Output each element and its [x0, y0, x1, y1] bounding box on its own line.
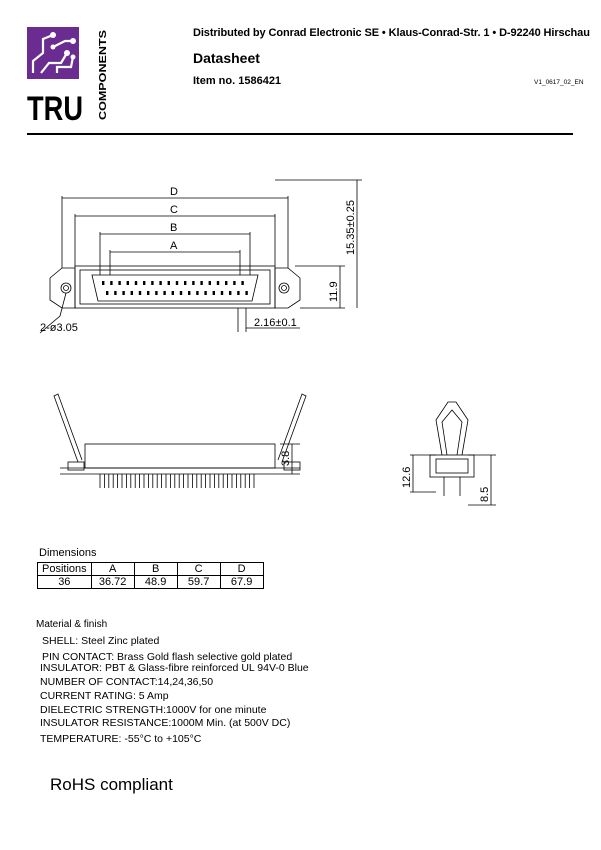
dim-label-a: A — [170, 240, 178, 252]
table-cell: 48.9 — [134, 576, 177, 589]
logo-brand-text: TRU — [27, 90, 83, 123]
contact-pin — [192, 281, 194, 285]
rohs-label: RoHS compliant — [50, 775, 173, 794]
contact-pin — [147, 291, 149, 295]
dim-label-end-height1: 12.6 — [401, 466, 413, 488]
spec-dielectric-strength: DIELECTRIC STRENGTH:1000V for one minute — [40, 704, 267, 716]
contact-pin — [102, 281, 104, 285]
table-header-cell: Positions — [38, 563, 92, 576]
dim-label-height-total: 15.35±0.25 — [345, 200, 357, 255]
contact-pin — [110, 281, 112, 285]
table-cell: 67.9 — [220, 576, 263, 589]
spec-pin-contact: PIN CONTACT: Brass Gold flash selective gold plated — [42, 651, 293, 663]
contact-pin — [172, 291, 174, 295]
dim-label-d: D — [170, 186, 178, 198]
dim-label-height-body: 11.9 — [328, 281, 340, 302]
item-number: Item no. 1586421 — [193, 75, 282, 87]
page-title: Datasheet — [193, 50, 260, 66]
table-header-cell: D — [220, 563, 263, 576]
contact-pin — [114, 291, 116, 295]
dim-label-end-height2: 8.5 — [479, 486, 491, 502]
dim-label-holes: 2-ø3.05 — [40, 322, 78, 334]
tru-components-logo — [27, 27, 111, 123]
material-title: Material & finish — [36, 619, 108, 630]
contact-pin — [180, 291, 182, 295]
table-cell: 36.72 — [91, 576, 134, 589]
contact-pin — [229, 291, 231, 295]
dim-label-c: C — [170, 204, 178, 216]
dim-label-side-height: 3.8 — [280, 450, 292, 466]
contact-pin — [184, 281, 186, 285]
contact-pin — [168, 281, 170, 285]
contact-pin — [139, 291, 141, 295]
dim-label-b: B — [170, 222, 178, 234]
contact-pin — [241, 281, 243, 285]
contact-pin — [245, 291, 247, 295]
contact-pin — [204, 291, 206, 295]
contact-pin — [155, 291, 157, 295]
table-header-cell: C — [177, 563, 220, 576]
contact-pin — [225, 281, 227, 285]
table-header-cell: A — [91, 563, 134, 576]
dimensions-title: Dimensions — [39, 547, 97, 559]
contact-pin — [127, 281, 129, 285]
header-rule — [27, 133, 573, 135]
contact-pin — [163, 291, 165, 295]
spec-temperature: TEMPERATURE: -55°C to +105°C — [40, 733, 202, 745]
spec-insulator: INSULATOR: PBT & Glass-fibre reinforced UL 94V-0 Blue — [40, 662, 309, 674]
table-cell: 59.7 — [177, 576, 220, 589]
connector-side-view — [54, 394, 306, 474]
contact-pin — [135, 281, 137, 285]
contact-pin — [106, 291, 108, 295]
contact-pin — [200, 281, 202, 285]
contact-pins-side — [100, 474, 254, 488]
spec-insulator-resistance: INSULATOR RESISTANCE:1000M Min. (at 500V DC) — [40, 717, 291, 729]
contact-pin — [143, 281, 145, 285]
contact-pin — [151, 281, 153, 285]
contact-pin — [196, 291, 198, 295]
table-header-row — [38, 563, 264, 576]
contact-pin — [188, 291, 190, 295]
version-code: V1_0617_02_EN — [534, 79, 584, 86]
table-cell: 36 — [38, 576, 92, 589]
logo-sub-text: COMPONENTS — [98, 48, 109, 120]
connector-top-view — [40, 180, 362, 333]
contact-pin — [176, 281, 178, 285]
table-header-cell: B — [134, 563, 177, 576]
contact-pin — [213, 291, 215, 295]
contact-pin — [217, 281, 219, 285]
contact-pin — [159, 281, 161, 285]
contact-pin — [237, 291, 239, 295]
dim-label-pitch: 2.16±0.1 — [254, 317, 297, 329]
spec-shell: SHELL: Steel Zinc plated — [42, 635, 160, 647]
contact-pin — [118, 281, 120, 285]
contact-pin — [122, 291, 124, 295]
distributor-line: Distributed by Conrad Electronic SE • Klaus-Conrad-Str. 1 • D-92240 Hirschau — [193, 27, 590, 39]
spec-number-of-contact: NUMBER OF CONTACT:14,24,36,50 — [40, 676, 214, 688]
contact-pin — [221, 291, 223, 295]
dimensions-table — [37, 562, 264, 589]
contact-pin — [233, 281, 235, 285]
spec-current-rating: CURRENT RATING: 5 Amp — [40, 690, 169, 702]
technical-drawing — [0, 140, 601, 540]
contact-pin — [131, 291, 133, 295]
contact-pins-top — [102, 281, 248, 295]
table-row — [38, 576, 264, 589]
contact-pin — [209, 281, 211, 285]
